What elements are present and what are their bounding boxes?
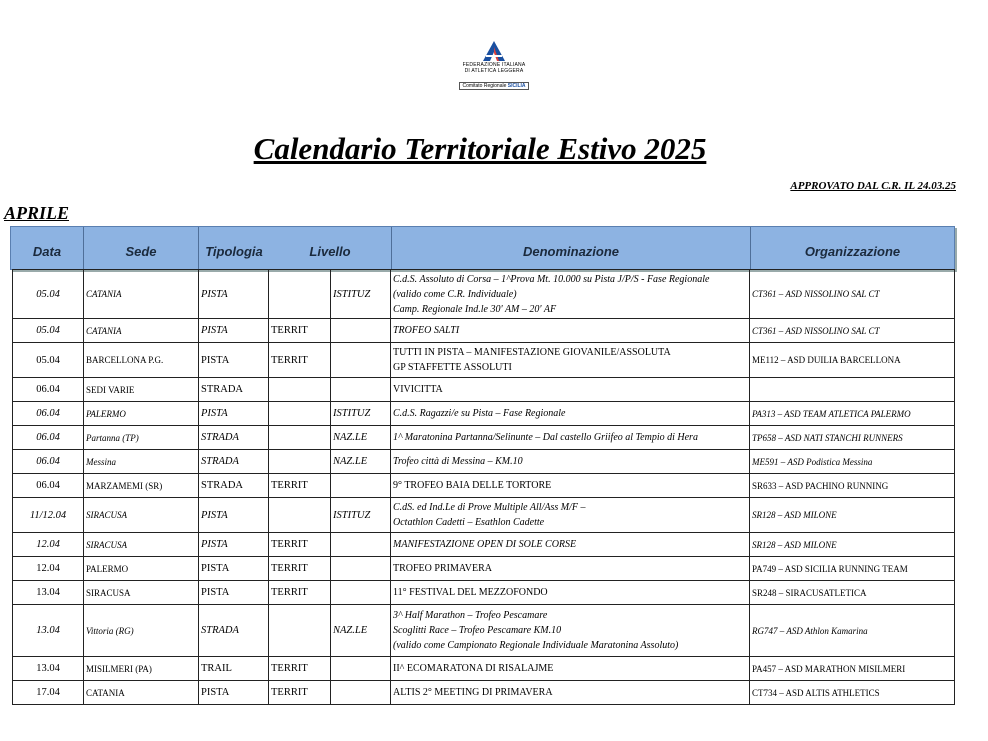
row-level-territorial: TERRIT bbox=[269, 474, 331, 498]
header-denominazione: Denominazione bbox=[522, 244, 620, 259]
table-row bbox=[13, 581, 955, 605]
row-event-name bbox=[391, 681, 750, 705]
row-event-name bbox=[391, 378, 750, 402]
row-event-name bbox=[391, 319, 750, 343]
event-name-line: Octathlon Cadetti – Esathlon Cadette bbox=[393, 517, 545, 528]
row-venue: Messina bbox=[84, 450, 199, 474]
header-livello: Livello bbox=[309, 244, 351, 259]
row-level-territorial bbox=[269, 450, 331, 474]
row-organizer: SR248 – SIRACUSATLETICA bbox=[750, 581, 955, 605]
row-event-name bbox=[391, 343, 750, 378]
fidal-logo bbox=[458, 40, 530, 90]
row-type: PISTA bbox=[199, 681, 269, 705]
row-organizer: SR128 – ASD MILONE bbox=[750, 498, 955, 533]
row-event-name bbox=[391, 498, 750, 533]
row-level-territorial: TERRIT bbox=[269, 319, 331, 343]
logo-region: SICILIA bbox=[507, 83, 526, 89]
row-event-name bbox=[391, 270, 750, 319]
fidal-emblem-icon bbox=[481, 40, 507, 62]
row-venue: Partanna (TP) bbox=[84, 426, 199, 450]
table-row bbox=[13, 343, 955, 378]
row-type: PISTA bbox=[199, 270, 269, 319]
row-venue: SIRACUSA bbox=[84, 498, 199, 533]
event-name-line: 3^ Half Marathon – Trofeo Pescamare bbox=[393, 610, 548, 621]
calendar-body bbox=[13, 270, 955, 705]
row-level-territorial bbox=[269, 378, 331, 402]
logo-text-line2: DI ATLETICA LEGGERA bbox=[464, 68, 524, 74]
row-venue: SIRACUSA bbox=[84, 581, 199, 605]
row-type: STRADA bbox=[199, 605, 269, 657]
header-data: Data bbox=[32, 244, 62, 259]
row-level-national: NAZ.LE bbox=[331, 605, 391, 657]
row-type: TRAIL bbox=[199, 657, 269, 681]
row-level-territorial: TERRIT bbox=[269, 681, 331, 705]
event-name-line: 11° FESTIVAL DEL MEZZOFONDO bbox=[393, 587, 548, 598]
row-type: STRADA bbox=[199, 474, 269, 498]
header-tipologia: Tipologia bbox=[205, 244, 263, 259]
row-level-territorial bbox=[269, 426, 331, 450]
row-venue: SEDI VARIE bbox=[84, 378, 199, 402]
row-type: PISTA bbox=[199, 498, 269, 533]
row-level-territorial: TERRIT bbox=[269, 343, 331, 378]
row-level-national: ISTITUZ bbox=[331, 498, 391, 533]
row-organizer: RG747 – ASD Athlon Kamarina bbox=[750, 605, 955, 657]
event-name-line: ALTIS 2° MEETING DI PRIMAVERA bbox=[393, 687, 553, 698]
row-level-territorial bbox=[269, 270, 331, 319]
row-date: 11/12.04 bbox=[13, 498, 84, 533]
row-type: STRADA bbox=[199, 378, 269, 402]
row-organizer: SR633 – ASD PACHINO RUNNING bbox=[750, 474, 955, 498]
table-row bbox=[13, 605, 955, 657]
row-type: PISTA bbox=[199, 343, 269, 378]
row-date: 06.04 bbox=[13, 426, 84, 450]
row-date: 06.04 bbox=[13, 402, 84, 426]
row-type: PISTA bbox=[199, 533, 269, 557]
page-title-text: Calendario Territoriale Estivo 2025 bbox=[253, 131, 707, 166]
row-level-national bbox=[331, 681, 391, 705]
row-level-national: NAZ.LE bbox=[331, 426, 391, 450]
event-name-line: C.dS. ed Ind.Le di Prove Multiple All/Ass M/F – bbox=[393, 502, 586, 513]
row-date: 06.04 bbox=[13, 378, 84, 402]
header-sede: Sede bbox=[125, 244, 157, 259]
row-level-national: ISTITUZ bbox=[331, 270, 391, 319]
event-name-line: 1^ Maratonina Partanna/Selinunte – Dal castello Griifeo al Tempio di Hera bbox=[393, 432, 698, 443]
row-organizer: ME112 – ASD DUILIA BARCELLONA bbox=[750, 343, 955, 378]
table-row bbox=[13, 681, 955, 705]
row-date: 05.04 bbox=[13, 343, 84, 378]
row-level-national: NAZ.LE bbox=[331, 450, 391, 474]
row-date: 06.04 bbox=[13, 450, 84, 474]
event-name-line: GP STAFFETTE ASSOLUTI bbox=[393, 362, 512, 373]
row-event-name bbox=[391, 557, 750, 581]
row-organizer: CT361 – ASD NISSOLINO SAL CT bbox=[750, 270, 955, 319]
logo-committee-label: Comitato Regionale bbox=[462, 83, 507, 89]
month-heading: APRILE bbox=[4, 203, 70, 223]
event-name-line: Scoglitti Race – Trofeo Pescamare KM.10 bbox=[393, 625, 562, 636]
row-date: 17.04 bbox=[13, 681, 84, 705]
table-row bbox=[13, 319, 955, 343]
event-name-line: 9° TROFEO BAIA DELLE TORTORE bbox=[393, 480, 552, 491]
row-event-name bbox=[391, 533, 750, 557]
row-event-name bbox=[391, 402, 750, 426]
row-organizer: PA749 – ASD SICILIA RUNNING TEAM bbox=[750, 557, 955, 581]
row-type: STRADA bbox=[199, 450, 269, 474]
event-name-line: MANIFESTAZIONE OPEN DI SOLE CORSE bbox=[393, 539, 577, 550]
row-event-name bbox=[391, 450, 750, 474]
event-name-line: TUTTI IN PISTA – MANIFESTAZIONE GIOVANILE/ASSOLUTA bbox=[393, 347, 671, 358]
row-organizer: PA457 – ASD MARATHON MISILMERI bbox=[750, 657, 955, 681]
row-organizer: PA313 – ASD TEAM ATLETICA PALERMO bbox=[750, 402, 955, 426]
event-name-line: (valido come C.R. Individuale) bbox=[393, 288, 517, 300]
row-level-territorial bbox=[269, 402, 331, 426]
approval-note: APPROVATO DAL C.R. IL 24.03.25 bbox=[790, 180, 956, 192]
event-name-line: Camp. Regionale Ind.le 30' AM – 20' AF bbox=[393, 303, 557, 315]
row-event-name bbox=[391, 657, 750, 681]
event-name-line: (valido come Campionato Regionale Individuale Maratonina Assoluto) bbox=[393, 640, 679, 651]
row-level-territorial: TERRIT bbox=[269, 557, 331, 581]
page-title bbox=[0, 131, 960, 167]
logo-text-line1: FEDERAZIONE ITALIANA bbox=[462, 62, 526, 68]
row-level-national bbox=[331, 343, 391, 378]
table-row bbox=[13, 657, 955, 681]
header-organizzazione: Organizzazione bbox=[804, 244, 901, 259]
table-row bbox=[13, 474, 955, 498]
row-level-territorial: TERRIT bbox=[269, 657, 331, 681]
row-type: PISTA bbox=[199, 581, 269, 605]
row-level-territorial: TERRIT bbox=[269, 533, 331, 557]
row-venue: SIRACUSA bbox=[84, 533, 199, 557]
row-date: 13.04 bbox=[13, 657, 84, 681]
row-type: PISTA bbox=[199, 557, 269, 581]
row-organizer: SR128 – ASD MILONE bbox=[750, 533, 955, 557]
row-event-name bbox=[391, 581, 750, 605]
row-venue: BARCELLONA P.G. bbox=[84, 343, 199, 378]
row-date: 12.04 bbox=[13, 533, 84, 557]
row-level-national bbox=[331, 533, 391, 557]
row-level-national bbox=[331, 378, 391, 402]
row-organizer: CT361 – ASD NISSOLINO SAL CT bbox=[750, 319, 955, 343]
table-row bbox=[13, 378, 955, 402]
row-date: 06.04 bbox=[13, 474, 84, 498]
logo-committee bbox=[459, 82, 528, 90]
row-level-territorial: TERRIT bbox=[269, 581, 331, 605]
row-venue: CATANIA bbox=[84, 319, 199, 343]
event-name-line: II^ ECOMARATONA DI RISALAJME bbox=[393, 663, 554, 674]
row-venue: PALERMO bbox=[84, 402, 199, 426]
row-venue: CATANIA bbox=[84, 681, 199, 705]
row-level-national bbox=[331, 557, 391, 581]
row-venue: MARZAMEMI (SR) bbox=[84, 474, 199, 498]
row-event-name bbox=[391, 474, 750, 498]
row-date: 05.04 bbox=[13, 270, 84, 319]
row-level-national bbox=[331, 657, 391, 681]
event-name-line: C.d.S. Assoluto di Corsa – 1^Prova Mt. 10.000 su Pista J/P/S - Fase Regionale bbox=[393, 273, 710, 285]
row-venue: Vittoria (RG) bbox=[84, 605, 199, 657]
row-event-name bbox=[391, 426, 750, 450]
row-level-territorial bbox=[269, 498, 331, 533]
table-row bbox=[13, 498, 955, 533]
table-header bbox=[10, 226, 955, 270]
row-level-national bbox=[331, 319, 391, 343]
row-venue: CATANIA bbox=[84, 270, 199, 319]
calendar-table bbox=[12, 269, 955, 705]
table-row bbox=[13, 450, 955, 474]
row-level-territorial bbox=[269, 605, 331, 657]
row-level-national: ISTITUZ bbox=[331, 402, 391, 426]
row-organizer: ME591 – ASD Podistica Messina bbox=[750, 450, 955, 474]
row-venue: PALERMO bbox=[84, 557, 199, 581]
event-name-line: VIVICITTA bbox=[393, 384, 443, 395]
row-organizer bbox=[750, 378, 955, 402]
event-name-line: TROFEO PRIMAVERA bbox=[393, 563, 492, 574]
row-organizer: TP658 – ASD NATI STANCHI RUNNERS bbox=[750, 426, 955, 450]
table-row bbox=[13, 270, 955, 319]
row-date: 12.04 bbox=[13, 557, 84, 581]
row-organizer: CT734 – ASD ALTIS ATHLETICS bbox=[750, 681, 955, 705]
row-level-national bbox=[331, 474, 391, 498]
row-type: PISTA bbox=[199, 319, 269, 343]
table-row bbox=[13, 426, 955, 450]
row-type: PISTA bbox=[199, 402, 269, 426]
table-row bbox=[13, 402, 955, 426]
event-name-line: C.d.S. Ragazzi/e su Pista – Fase Regionale bbox=[393, 408, 566, 419]
row-venue: MISILMERI (PA) bbox=[84, 657, 199, 681]
row-level-national bbox=[331, 581, 391, 605]
table-row bbox=[13, 533, 955, 557]
row-type: STRADA bbox=[199, 426, 269, 450]
event-name-line: Trofeo città di Messina – KM.10 bbox=[393, 456, 523, 467]
event-name-line: TROFEO SALTI bbox=[393, 325, 460, 336]
row-event-name bbox=[391, 605, 750, 657]
table-row bbox=[13, 557, 955, 581]
row-date: 05.04 bbox=[13, 319, 84, 343]
row-date: 13.04 bbox=[13, 605, 84, 657]
row-date: 13.04 bbox=[13, 581, 84, 605]
